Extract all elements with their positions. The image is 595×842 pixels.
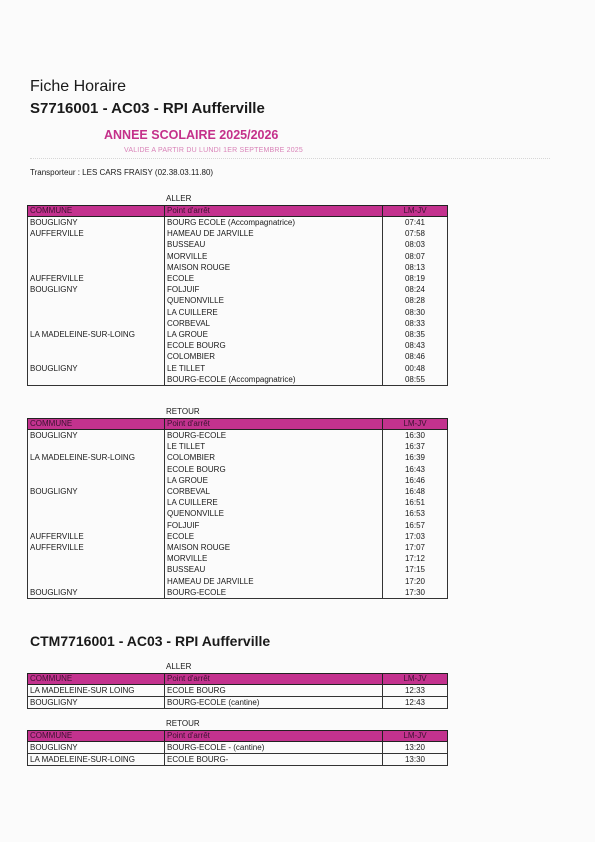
time-cell: 16:48 (383, 486, 448, 497)
time-cell: 17:12 (383, 553, 448, 564)
stop-cell: HAMEAU DE JARVILLE (165, 576, 383, 587)
time-cell: 00:48 (383, 363, 448, 374)
table-row (28, 273, 448, 284)
time-cell: 16:51 (383, 497, 448, 508)
commune-header: COMMUNE (28, 419, 165, 430)
stop-cell: BOURG-ECOLE - (cantine) (165, 742, 383, 754)
time-cell: 08:24 (383, 284, 448, 295)
stop-cell: BUSSEAU (165, 564, 383, 575)
stop-header: Point d'arrêt (165, 731, 383, 742)
aller-label: ALLER (166, 194, 192, 203)
table-row (28, 374, 448, 386)
time-cell: 08:03 (383, 239, 448, 250)
time-cell: 17:30 (383, 587, 448, 599)
table-row (28, 217, 448, 229)
table-row (28, 340, 448, 351)
time-cell: 16:30 (383, 430, 448, 442)
commune-cell (28, 318, 165, 329)
table-row (28, 475, 448, 486)
stop-cell: FOLJUIF (165, 284, 383, 295)
stop-cell: LE TILLET (165, 363, 383, 374)
table-row (28, 239, 448, 250)
stop-cell: ECOLE BOURG (165, 340, 383, 351)
table-row (28, 508, 448, 519)
ctm-route-title: CTM7716001 - AC03 - RPI Aufferville (30, 633, 271, 649)
commune-cell: LA MADELEINE-SUR-LOING (28, 329, 165, 340)
time-cell: 08:19 (383, 273, 448, 284)
stop-cell: ECOLE BOURG (165, 464, 383, 475)
commune-cell (28, 564, 165, 575)
commune-header: COMMUNE (28, 731, 165, 742)
stop-cell: COLOMBIER (165, 452, 383, 463)
time-cell: 17:15 (383, 564, 448, 575)
table-row (28, 564, 448, 575)
table-row (28, 685, 448, 697)
stop-cell: MAISON ROUGE (165, 542, 383, 553)
table-row (28, 228, 448, 239)
school-year-heading: ANNEE SCOLAIRE 2025/2026 (104, 128, 279, 142)
time-cell: 08:43 (383, 340, 448, 351)
table-row (28, 307, 448, 318)
commune-cell (28, 497, 165, 508)
ctm-retour-timetable (27, 730, 448, 766)
commune-header: COMMUNE (28, 674, 165, 685)
time-cell: 16:57 (383, 520, 448, 531)
time-cell: 08:55 (383, 374, 448, 386)
retour-label: RETOUR (166, 407, 200, 416)
commune-cell (28, 351, 165, 362)
time-cell: 08:46 (383, 351, 448, 362)
time-header: LM-JV (383, 206, 448, 217)
table-row (28, 251, 448, 262)
table-header-row (28, 731, 448, 742)
commune-cell: BOUGLIGNY (28, 363, 165, 374)
time-header: LM-JV (383, 731, 448, 742)
table-header-row (28, 674, 448, 685)
commune-cell: BOUGLIGNY (28, 486, 165, 497)
time-cell: 16:53 (383, 508, 448, 519)
commune-cell (28, 576, 165, 587)
time-cell: 17:03 (383, 531, 448, 542)
table-row (28, 295, 448, 306)
table-header-row (28, 206, 448, 217)
time-cell: 16:46 (383, 475, 448, 486)
table-row (28, 486, 448, 497)
stop-cell: CORBEVAL (165, 318, 383, 329)
ctm-retour-label: RETOUR (166, 719, 200, 728)
commune-cell: BOUGLIGNY (28, 587, 165, 599)
table-header-row (28, 419, 448, 430)
stop-cell: ECOLE BOURG (165, 685, 383, 697)
time-header: LM-JV (383, 674, 448, 685)
stop-cell: ECOLE (165, 531, 383, 542)
time-cell: 17:20 (383, 576, 448, 587)
commune-cell: BOUGLIGNY (28, 284, 165, 295)
stop-cell: LA GROUE (165, 329, 383, 340)
table-row (28, 542, 448, 553)
retour-timetable (27, 418, 448, 599)
stop-cell: QUENONVILLE (165, 295, 383, 306)
stop-header: Point d'arrêt (165, 674, 383, 685)
commune-cell (28, 295, 165, 306)
time-cell: 16:39 (383, 452, 448, 463)
aller-timetable (27, 205, 448, 386)
stop-cell: HAMEAU DE JARVILLE (165, 228, 383, 239)
table-row (28, 452, 448, 463)
stop-cell: MORVILLE (165, 553, 383, 564)
commune-cell (28, 553, 165, 564)
stop-header: Point d'arrêt (165, 419, 383, 430)
time-cell: 08:28 (383, 295, 448, 306)
stop-cell: ECOLE BOURG- (165, 754, 383, 766)
carrier-info: Transporteur : LES CARS FRAISY (02.38.03.11.80) (30, 168, 214, 177)
time-cell: 08:07 (383, 251, 448, 262)
stop-cell: ECOLE (165, 273, 383, 284)
table-row (28, 697, 448, 709)
table-row (28, 318, 448, 329)
commune-cell (28, 464, 165, 475)
stop-cell: BUSSEAU (165, 239, 383, 250)
time-header: LM-JV (383, 419, 448, 430)
table-row (28, 430, 448, 442)
commune-cell: LA MADELEINE-SUR-LOING (28, 452, 165, 463)
document-title: Fiche Horaire (30, 78, 127, 95)
time-cell: 13:20 (383, 742, 448, 754)
commune-header: COMMUNE (28, 206, 165, 217)
commune-cell (28, 520, 165, 531)
commune-cell (28, 251, 165, 262)
table-row (28, 553, 448, 564)
commune-cell: BOUGLIGNY (28, 697, 165, 709)
route-title: S7716001 - AC03 - RPI Aufferville (30, 100, 265, 117)
commune-cell (28, 374, 165, 386)
time-cell: 07:58 (383, 228, 448, 239)
commune-cell: BOUGLIGNY (28, 217, 165, 229)
stop-cell: COLOMBIER (165, 351, 383, 362)
table-row (28, 363, 448, 374)
stop-cell: FOLJUIF (165, 520, 383, 531)
table-row (28, 587, 448, 599)
table-row (28, 520, 448, 531)
commune-cell (28, 307, 165, 318)
ctm-aller-timetable (27, 673, 448, 709)
time-cell: 08:30 (383, 307, 448, 318)
table-row (28, 464, 448, 475)
time-cell: 08:33 (383, 318, 448, 329)
commune-cell (28, 475, 165, 486)
commune-cell (28, 340, 165, 351)
commune-cell: BOUGLIGNY (28, 742, 165, 754)
stop-cell: LA CUILLERE (165, 307, 383, 318)
table-row (28, 284, 448, 295)
stop-cell: MORVILLE (165, 251, 383, 262)
table-row (28, 329, 448, 340)
commune-cell: LA MADELEINE-SUR LOING (28, 685, 165, 697)
stop-cell: BOURG ECOLE (Accompagnatrice) (165, 217, 383, 229)
commune-cell: LA MADELEINE-SUR-LOING (28, 754, 165, 766)
commune-cell: AUFFERVILLE (28, 542, 165, 553)
stop-cell: LA CUILLERE (165, 497, 383, 508)
stop-cell: QUENONVILLE (165, 508, 383, 519)
stop-cell: BOURG-ECOLE (Accompagnatrice) (165, 374, 383, 386)
stop-cell: MAISON ROUGE (165, 262, 383, 273)
table-row (28, 742, 448, 754)
table-row (28, 576, 448, 587)
stop-cell: LA GROUE (165, 475, 383, 486)
ctm-aller-label: ALLER (166, 662, 192, 671)
commune-cell: AUFFERVILLE (28, 531, 165, 542)
stop-cell: BOURG-ECOLE (165, 587, 383, 599)
stop-cell: BOURG-ECOLE (165, 430, 383, 442)
commune-cell: AUFFERVILLE (28, 273, 165, 284)
commune-cell (28, 262, 165, 273)
time-cell: 16:43 (383, 464, 448, 475)
validity-note: VALIDE A PARTIR DU LUNDI 1ER SEPTEMBRE 2025 (124, 147, 303, 154)
time-cell: 08:35 (383, 329, 448, 340)
time-cell: 16:37 (383, 441, 448, 452)
stop-cell: LE TILLET (165, 441, 383, 452)
divider (30, 158, 550, 159)
commune-cell (28, 508, 165, 519)
time-cell: 12:33 (383, 685, 448, 697)
time-cell: 17:07 (383, 542, 448, 553)
table-row (28, 754, 448, 766)
commune-cell: BOUGLIGNY (28, 430, 165, 442)
commune-cell (28, 239, 165, 250)
time-cell: 13:30 (383, 754, 448, 766)
table-row (28, 441, 448, 452)
table-row (28, 531, 448, 542)
commune-cell (28, 441, 165, 452)
time-cell: 12:43 (383, 697, 448, 709)
table-row (28, 262, 448, 273)
stop-cell: BOURG-ECOLE (cantine) (165, 697, 383, 709)
table-row (28, 497, 448, 508)
stop-header: Point d'arrêt (165, 206, 383, 217)
time-cell: 07:41 (383, 217, 448, 229)
table-row (28, 351, 448, 362)
stop-cell: CORBEVAL (165, 486, 383, 497)
commune-cell: AUFFERVILLE (28, 228, 165, 239)
time-cell: 08:13 (383, 262, 448, 273)
